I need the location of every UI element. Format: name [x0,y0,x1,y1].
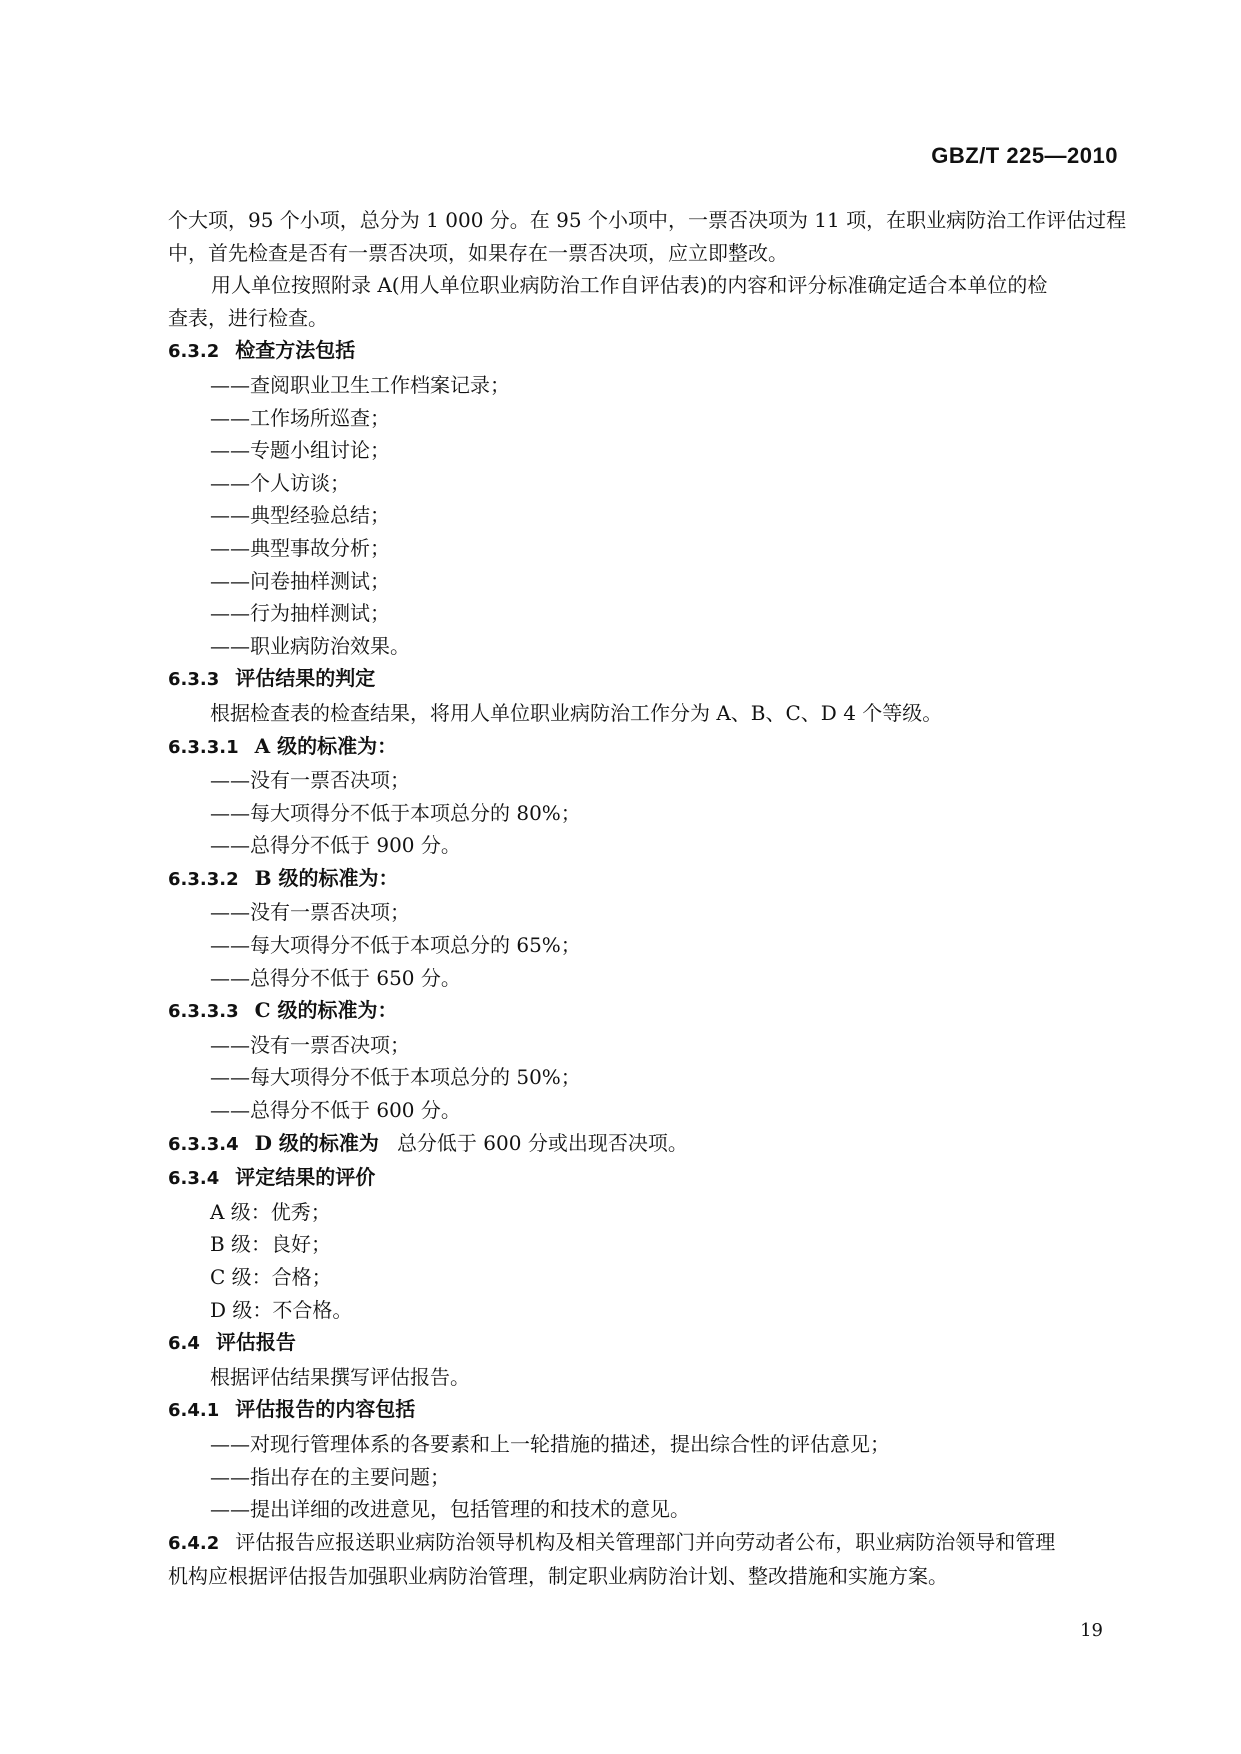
section-title: D 级的标准为 [254,1130,379,1155]
section-heading [168,862,1128,897]
section-heading [168,994,1128,1029]
section-title: C 级的标准为： [254,998,398,1023]
list-item: ——行为抽样测试； [210,601,390,626]
list-item: C 级：合格； [210,1265,332,1289]
section-heading [168,1127,1128,1162]
list-item: ——对现行管理体系的各要素和上一轮措施的描述，提出综合性的评估意见； [210,1431,890,1456]
section-heading [168,1393,1128,1428]
list-item: ——每大项得分不低于本项总分的 80%； [210,800,581,825]
section-number: 6.4 [168,1333,200,1355]
section-number: 6.3.2 [168,341,220,363]
list-item: ——总得分不低于 600 分。 [210,1098,461,1123]
paragraph-line: 用人单位按照附录 A(用人单位职业病防治工作自评估表)的内容和评分标准确定适合本单位的检 [211,273,1048,298]
list-item: ——总得分不低于 650 分。 [210,965,461,990]
section-text: 总分低于 600 分或出现否决项。 [396,1130,688,1155]
section-number: 6.3.4 [168,1168,220,1190]
section-heading [168,1326,1128,1361]
section-number: 6.3.3.1 [168,736,239,758]
list-item: B 级：良好； [210,1232,332,1257]
list-item: ——职业病防治效果。 [210,633,410,658]
section-number: 6.3.3.3 [168,1001,239,1023]
list-item: 根据评估结果撰写评估报告。 [210,1364,470,1389]
paragraph-line: 个大项，95 个小项，总分为 1 000 分。在 95 个小项中，一票否决项为 11 项，在职业病防治工作评估过程 [168,208,1127,232]
list-item: A 级：优秀； [210,1199,331,1224]
list-item: ——查阅职业卫生工作档案记录； [210,372,510,397]
section-title: A 级的标准为： [254,733,398,758]
paragraph-line: 查表，进行检查。 [168,305,328,330]
section-title: B 级的标准为： [254,865,399,890]
page-number: 19 [1080,1620,1103,1641]
section-title: 检查方法包括 [235,338,356,363]
section-title: 评估报告的内容包括 [235,1397,416,1422]
list-item: ——没有一票否决项； [210,1032,410,1057]
section-title: 评估报告 [215,1330,296,1355]
list-item: ——没有一票否决项； [210,900,410,925]
section-number: 6.4.1 [168,1400,220,1422]
paragraph-line: 机构应根据评估报告加强职业病防治管理，制定职业病防治计划、整改措施和实施方案。 [168,1564,948,1589]
list-item: ——每大项得分不低于本项总分的 50%； [210,1065,581,1090]
section-text: 评估报告应报送职业病防治领导机构及相关管理部门并向劳动者公布，职业病防治领导和管理 [235,1529,1056,1554]
paragraph-line: 中，首先检查是否有一票否决项，如果存在一票否决项，应立即整改。 [168,240,788,265]
document-body [168,204,1128,1593]
section-title: 评估结果的判定 [235,666,376,691]
section-number: 6.3.3 [168,669,220,691]
list-item: 根据检查表的检查结果，将用人单位职业病防治工作分为 A、B、C、D 4 个等级。 [210,700,943,725]
list-item: ——指出存在的主要问题； [210,1464,450,1489]
list-item: ——提出详细的改进意见，包括管理的和技术的意见。 [210,1497,690,1522]
standard-code: GBZ/T 225—2010 [931,143,1118,168]
section-heading [168,662,1128,697]
list-item: ——典型经验总结； [210,503,390,528]
section-title: 评定结果的评价 [235,1165,376,1190]
section-number: 6.4.2 [168,1532,220,1554]
list-item: D 级：不合格。 [210,1297,353,1322]
section-heading [168,1526,1128,1561]
list-item: ——问卷抽样测试； [210,568,390,593]
list-item: ——个人访谈； [210,470,350,495]
list-item: ——工作场所巡查； [210,405,390,430]
list-item: ——典型事故分析； [210,535,390,560]
section-heading [168,334,1128,369]
section-number: 6.3.3.4 [168,1133,239,1155]
list-item: ——没有一票否决项； [210,768,410,793]
list-item: ——总得分不低于 900 分。 [210,833,461,858]
section-heading [168,730,1128,765]
list-item: ——专题小组讨论； [210,438,390,463]
section-number: 6.3.3.2 [168,868,239,890]
section-heading [168,1161,1128,1196]
list-item: ——每大项得分不低于本项总分的 65%； [210,933,581,958]
